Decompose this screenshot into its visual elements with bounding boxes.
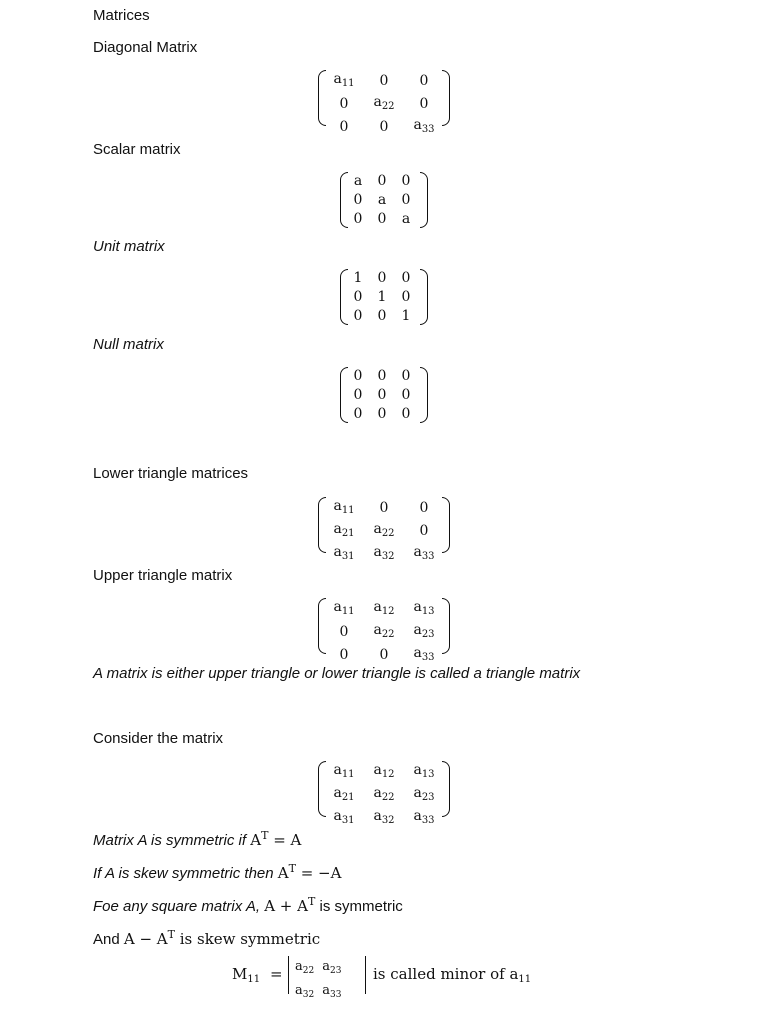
matrix-entry: $a_{21}$ bbox=[333, 785, 355, 803]
matrix-entry: 0 bbox=[379, 500, 389, 516]
skew-symmetric-statement: If A is skew symmetric then $A^T = -A$ bbox=[93, 862, 342, 882]
matrix-entry: 0 bbox=[339, 119, 349, 135]
matrix-entry: 0 bbox=[379, 73, 389, 89]
matrix-entry: 0 bbox=[377, 368, 387, 384]
right-paren bbox=[442, 598, 450, 654]
heading-scalar-matrix: Scalar matrix bbox=[93, 141, 181, 158]
right-paren bbox=[442, 497, 450, 553]
matrix-entry: $a_{33}$ bbox=[413, 117, 435, 135]
det-cell: $a_{33}$ bbox=[322, 983, 342, 1000]
heading-unit-matrix: Unit matrix bbox=[93, 238, 165, 255]
matrix-entry: $a_{22}$ bbox=[373, 622, 395, 640]
matrix-entry: 0 bbox=[401, 368, 411, 384]
heading-consider-matrix: Consider the matrix bbox=[93, 730, 224, 747]
matrix-entry: 1 bbox=[377, 289, 387, 305]
matrix-entry: $a_{32}$ bbox=[373, 544, 395, 562]
matrix-entry: 0 bbox=[377, 211, 387, 227]
symmetric-statement: Matrix A is symmetric if $A^T = A$ bbox=[93, 829, 302, 849]
matrix-entry: $a_{13}$ bbox=[413, 762, 435, 780]
heading-upper-triangle: Upper triangle matrix bbox=[93, 567, 233, 584]
matrix-entry: $a_{22}$ bbox=[373, 94, 395, 112]
det-cell: $a_{32}$ bbox=[295, 983, 315, 1000]
matrix-entry: $a_{31}$ bbox=[333, 544, 355, 562]
matrix-entry: 0 bbox=[377, 173, 387, 189]
matrix-entry: 0 bbox=[353, 387, 363, 403]
matrix-entry: 0 bbox=[353, 308, 363, 324]
matrix-entry: 0 bbox=[379, 119, 389, 135]
matrix-entry: 0 bbox=[339, 96, 349, 112]
minor-symbol: M bbox=[232, 965, 248, 983]
matrix-entry: $a_{33}$ bbox=[413, 808, 435, 826]
matrix-entry: $a_{33}$ bbox=[413, 645, 435, 663]
heading-lower-triangle: Lower triangle matrices bbox=[93, 465, 249, 482]
matrix-entry: $a_{23}$ bbox=[413, 785, 435, 803]
matrix-entry: $a_{32}$ bbox=[373, 808, 395, 826]
general-matrix bbox=[318, 761, 450, 826]
matrix-entry: a bbox=[377, 192, 387, 208]
matrix-entry: 0 bbox=[353, 192, 363, 208]
det-cell: $a_{22}$ bbox=[295, 959, 315, 976]
matrix-entry: 0 bbox=[401, 173, 411, 189]
matrix-entry: a bbox=[353, 173, 363, 189]
matrix-entry: 0 bbox=[401, 192, 411, 208]
matrix-entry: 0 bbox=[419, 523, 429, 539]
matrix-entry: 0 bbox=[377, 308, 387, 324]
right-paren bbox=[420, 269, 428, 325]
matrix-entry: 0 bbox=[353, 368, 363, 384]
matrix-entry: 1 bbox=[401, 308, 411, 324]
matrix-entry: 0 bbox=[401, 289, 411, 305]
matrix-entry: $a_{11}$ bbox=[333, 762, 355, 780]
matrix-entry: $a_{11}$ bbox=[333, 71, 355, 89]
matrix-entry: $a_{11}$ bbox=[333, 599, 355, 617]
matrix-entry: $a_{12}$ bbox=[373, 762, 395, 780]
diagonal-matrix bbox=[318, 70, 450, 135]
equals-sign: = bbox=[270, 965, 283, 983]
matrix-entry: $a_{13}$ bbox=[413, 599, 435, 617]
matrix-entry: 0 bbox=[353, 406, 363, 422]
lower-triangle-matrix bbox=[318, 497, 450, 562]
title-matrices: Matrices bbox=[93, 7, 150, 24]
det-cell: $a_{23}$ bbox=[322, 959, 342, 976]
scalar-matrix bbox=[340, 172, 428, 232]
matrix-entry: 0 bbox=[401, 387, 411, 403]
matrix-entry: $a_{12}$ bbox=[373, 599, 395, 617]
matrix-entry: 0 bbox=[419, 500, 429, 516]
matrix-entry: 0 bbox=[401, 270, 411, 286]
matrix-entry: $a_{21}$ bbox=[333, 521, 355, 539]
right-paren bbox=[442, 761, 450, 817]
sum-symmetric-statement: Foe any square matrix A, $A + A^T$ is symmetric bbox=[93, 895, 403, 915]
matrix-entry: $a_{11}$ bbox=[333, 498, 355, 516]
minor-determinant bbox=[290, 956, 346, 1006]
null-matrix bbox=[340, 367, 428, 427]
matrix-entry: 0 bbox=[419, 96, 429, 112]
matrix-entry: $a_{22}$ bbox=[373, 521, 395, 539]
matrix-entry: 0 bbox=[401, 406, 411, 422]
matrix-entry: $a_{23}$ bbox=[413, 622, 435, 640]
matrix-entry: $a_{22}$ bbox=[373, 785, 395, 803]
right-paren bbox=[420, 367, 428, 423]
right-paren bbox=[442, 70, 450, 126]
matrix-entry: 0 bbox=[353, 289, 363, 305]
unit-matrix bbox=[340, 269, 428, 329]
minor-caption: is called minor of $a_{11}$ bbox=[373, 965, 532, 985]
matrix-entry: 0 bbox=[379, 647, 389, 663]
matrix-entry: 0 bbox=[419, 73, 429, 89]
matrix-entry: a bbox=[401, 211, 411, 227]
matrix-entry: $a_{33}$ bbox=[413, 544, 435, 562]
matrix-entry: 1 bbox=[353, 270, 363, 286]
matrix-entry: 0 bbox=[377, 406, 387, 422]
matrix-entry: 0 bbox=[353, 211, 363, 227]
matrix-entry: $a_{31}$ bbox=[333, 808, 355, 826]
heading-null-matrix: Null matrix bbox=[93, 336, 164, 353]
matrix-entry: 0 bbox=[339, 647, 349, 663]
triangle-matrix-note: A matrix is either upper triangle or lower triangle is called a triangle matrix bbox=[93, 665, 581, 682]
matrix-entry: 0 bbox=[339, 624, 349, 640]
difference-skew-statement: And $A - A^T$ is skew symmetric bbox=[93, 928, 321, 948]
right-paren bbox=[420, 172, 428, 228]
matrix-entry: 0 bbox=[377, 387, 387, 403]
upper-triangle-matrix bbox=[318, 598, 450, 663]
heading-diagonal-matrix: Diagonal Matrix bbox=[93, 39, 198, 56]
matrix-entry: 0 bbox=[377, 270, 387, 286]
